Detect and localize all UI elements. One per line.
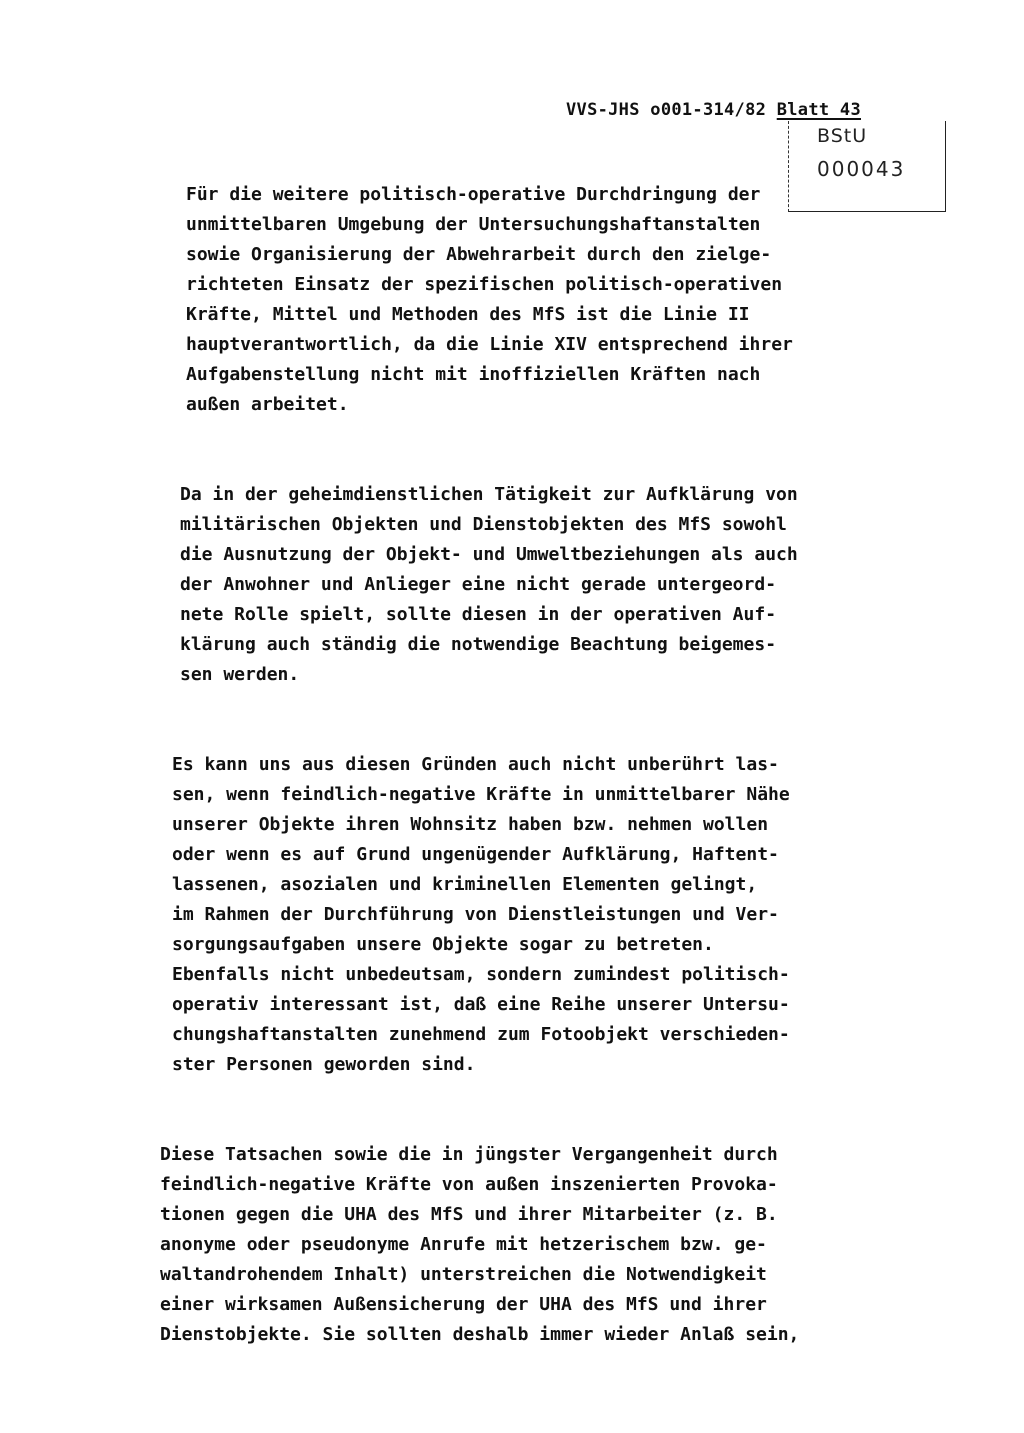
text-line: operativ interessant ist, daß eine Reihe unserer Untersu-: [172, 994, 790, 1015]
stamp-org: BStU: [817, 125, 868, 147]
text-line: einer wirksamen Außensicherung der UHA des MfS und ihrer: [160, 1294, 767, 1315]
text-line: sen, wenn feindlich-negative Kräfte in unmittelbarer Nähe: [172, 784, 790, 805]
paragraph-2: [180, 480, 900, 690]
text-line: Kräfte, Mittel und Methoden des MfS ist die Linie II: [186, 304, 750, 325]
text-line: im Rahmen der Durchführung von Dienstleistungen und Ver-: [172, 904, 779, 925]
text-line: anonyme oder pseudonyme Anrufe mit hetzerischem bzw. ge-: [160, 1234, 767, 1255]
text-line: ster Personen geworden sind.: [172, 1054, 476, 1075]
text-line: lassenen, asozialen und kriminellen Elementen gelingt,: [172, 874, 758, 895]
stamp-number: 000043: [817, 157, 906, 181]
text-line: außen arbeitet.: [186, 394, 349, 415]
text-line: unmittelbaren Umgebung der Untersuchungshaftanstalten: [186, 214, 761, 235]
sheet-number: Blatt 43: [776, 100, 861, 120]
reference-number: VVS-JHS o001-314/82: [566, 100, 767, 120]
text-line: Da in der geheimdienstlichen Tätigkeit zur Aufklärung von: [180, 484, 798, 505]
text-line: feindlich-negative Kräfte von außen inszenierten Provoka-: [160, 1174, 778, 1195]
text-line: militärischen Objekten und Dienstobjekten des MfS sowohl: [180, 514, 787, 535]
text-line: die Ausnutzung der Objekt- und Umweltbeziehungen als auch: [180, 544, 798, 565]
document-header: [566, 100, 861, 120]
document-body: [160, 180, 900, 1410]
text-line: Aufgabenstellung nicht mit inoffiziellen Kräften nach: [186, 364, 761, 385]
text-line: unserer Objekte ihren Wohnsitz haben bzw. nehmen wollen: [172, 814, 769, 835]
text-line: hauptverantwortlich, da die Linie XIV entsprechend ihrer: [186, 334, 793, 355]
paragraph-4: [160, 1140, 900, 1350]
text-line: waltandrohendem Inhalt) unterstreichen die Notwendigkeit: [160, 1264, 767, 1285]
text-line: Diese Tatsachen sowie die in jüngster Vergangenheit durch: [160, 1144, 778, 1165]
text-line: klärung auch ständig die notwendige Beachtung beigemes-: [180, 634, 777, 655]
text-line: nete Rolle spielt, sollte diesen in der operativen Auf-: [180, 604, 777, 625]
text-line: Ebenfalls nicht unbedeutsam, sondern zumindest politisch-: [172, 964, 790, 985]
paragraph-3: [172, 750, 900, 1080]
text-line: der Anwohner und Anlieger eine nicht gerade untergeord-: [180, 574, 777, 595]
text-line: richteten Einsatz der spezifischen politisch-operativen: [186, 274, 783, 295]
text-line: oder wenn es auf Grund ungenügender Aufklärung, Haftent-: [172, 844, 779, 865]
text-line: sen werden.: [180, 664, 300, 685]
text-line: sorgungsaufgaben unsere Objekte sogar zu betreten.: [172, 934, 714, 955]
text-line: Dienstobjekte. Sie sollten deshalb immer wieder Anlaß sein,: [160, 1324, 800, 1345]
text-line: chungshaftanstalten zunehmend zum Fotoobjekt verschieden-: [172, 1024, 790, 1045]
text-line: Für die weitere politisch-operative Durchdringung der: [186, 184, 761, 205]
text-line: Es kann uns aus diesen Gründen auch nicht unberührt las-: [172, 754, 779, 775]
text-line: sowie Organisierung der Abwehrarbeit durch den zielge-: [186, 244, 772, 265]
paragraph-1: [186, 180, 900, 420]
text-line: tionen gegen die UHA des MfS und ihrer Mitarbeiter (z. B.: [160, 1204, 778, 1225]
